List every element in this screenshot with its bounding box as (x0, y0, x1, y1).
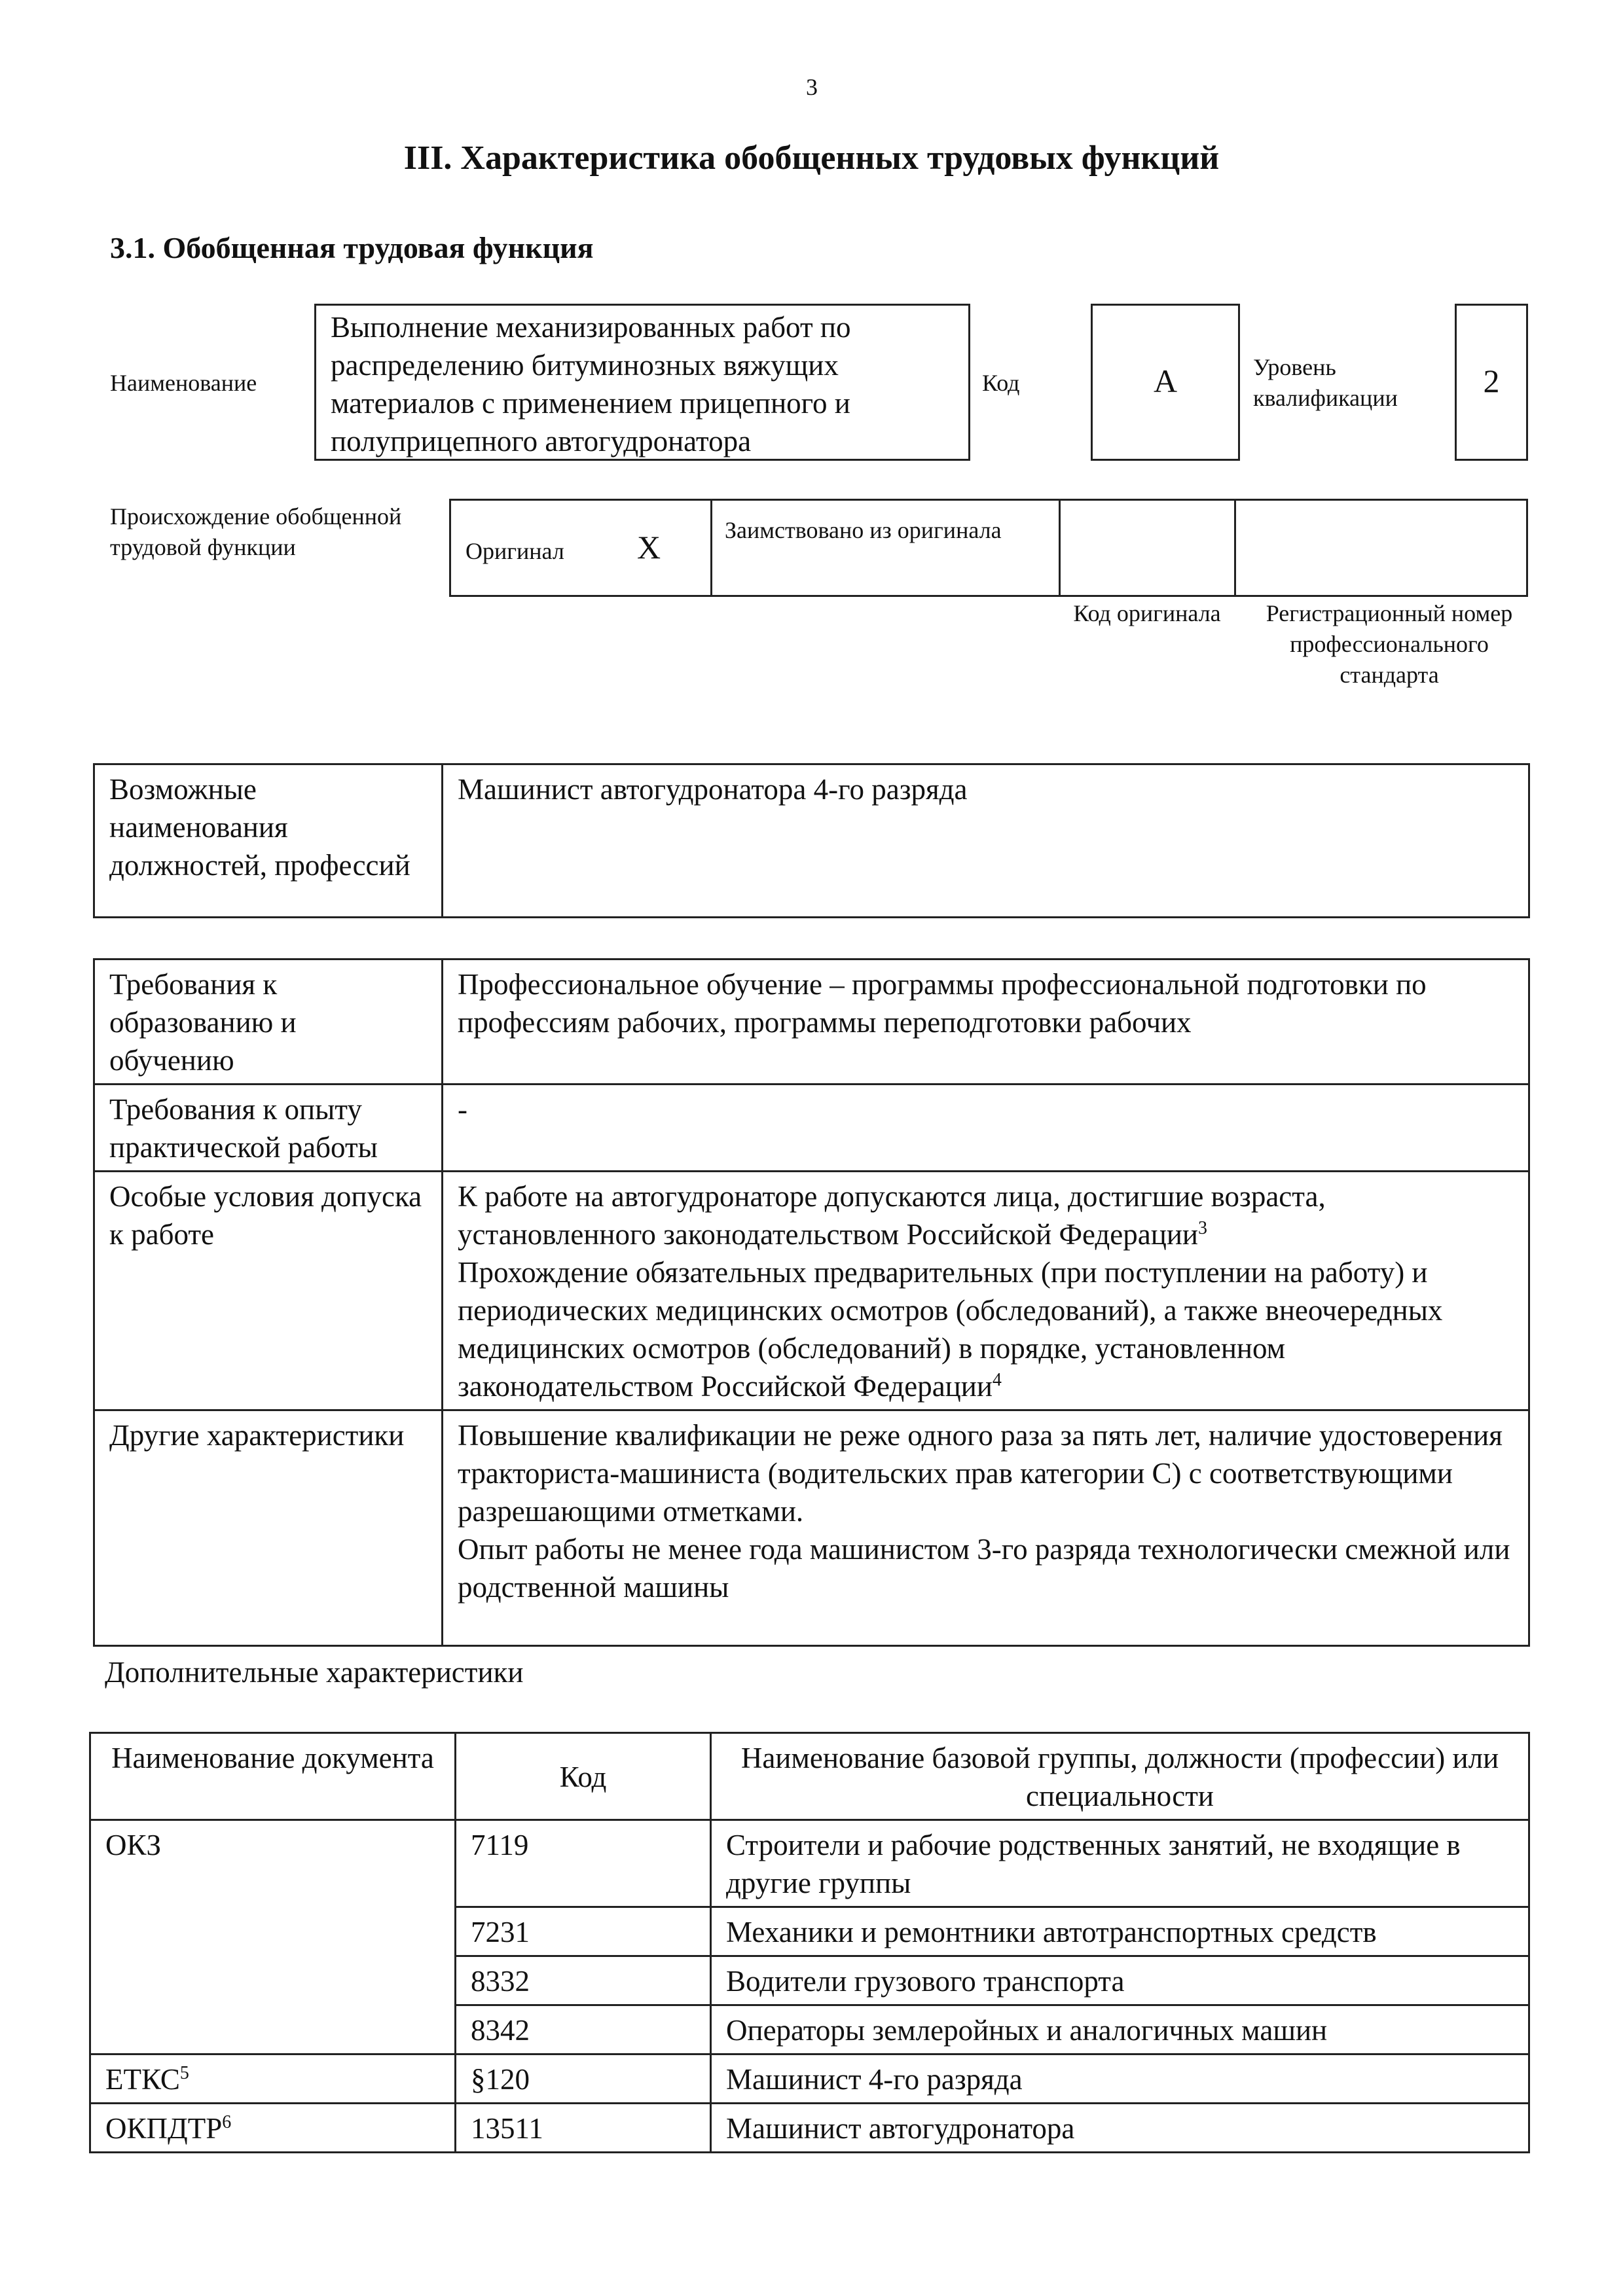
table-header-row (90, 1733, 1529, 1820)
table-row (90, 2054, 1529, 2104)
name-cell: Строители и рабочие родственных занятий, не входящие в другие группы (711, 1820, 1529, 1907)
section-title: III. Характеристика обобщенных трудовых функций (403, 139, 1220, 177)
subsection-title: 3.1. Обобщенная трудовая функция (110, 231, 594, 264)
code-cell: 13511 (456, 2104, 711, 2153)
code-cell: 8332 (456, 1956, 711, 2005)
additional-title: Дополнительные характеристики (105, 1656, 524, 1689)
doc-cell (90, 2054, 456, 2104)
code-value-box (1091, 304, 1240, 461)
origin-borrowed-label: Заимствовано из оригинала (725, 517, 1002, 543)
positions-label: Возможные наименования должностей, профессий (94, 764, 443, 918)
footnote-ref: 3 (1198, 1218, 1207, 1238)
requirement-label: Другие характеристики (94, 1410, 443, 1646)
requirements-table (93, 958, 1530, 1647)
origin-box (449, 499, 1528, 597)
table-row (94, 960, 1529, 1085)
column-header: Наименование базовой группы, должности (профессии) или специальности (711, 1733, 1529, 1820)
requirement-label: Требования к образованию и обучению (94, 960, 443, 1085)
level-value-box (1455, 304, 1528, 461)
requirement-line: Прохождение обязательных предварительных (при поступлении на работу) и периодических медицинских осмотров (обследований), а также внеочередных медицинских осмотров (обследований) в порядке, установленном законодательством Российской Федерации (458, 1256, 1443, 1403)
origin-label: Происхождение обобщенной трудовой функции (110, 503, 402, 560)
name-cell: Операторы землеройных и аналогичных машин (711, 2005, 1529, 2054)
level-label: Уровень квалификации (1253, 354, 1398, 411)
code-cell: 8342 (456, 2005, 711, 2054)
positions-table (93, 763, 1530, 918)
doc-cell: ОКЗ (90, 1820, 456, 2054)
origin-original-mark: X (637, 529, 661, 565)
page-number: 3 (806, 74, 818, 100)
code-cell: 7119 (456, 1820, 711, 1907)
level-value: 2 (1483, 363, 1500, 399)
table-row (90, 1820, 1529, 1907)
name-cell: Механики и ремонтники автотранспортных средств (711, 1907, 1529, 1956)
positions-value: Машинист автогудронатора 4-го разряда (443, 764, 1529, 918)
requirement-value: - (443, 1085, 1529, 1172)
doc-name: ОКПДТР (105, 2112, 223, 2145)
column-header: Наименование документа (90, 1733, 456, 1820)
table-row (94, 1410, 1529, 1646)
requirement-line: Опыт работы не менее года машинистом 3-го разряда технологически смежной или родственной машины (458, 1533, 1510, 1604)
table-row (90, 2104, 1529, 2153)
requirement-value (443, 1410, 1529, 1646)
code-value: А (1153, 363, 1178, 399)
requirement-label: Особые условия допуска к работе (94, 1172, 443, 1410)
requirement-line: К работе на автогудронаторе допускаются лица, достигшие возраста, установленного законодательством Российской Федерации (458, 1180, 1326, 1251)
name-value: Выполнение механизированных работ по распределению битуминозных вяжущих материалов с применением прицепного и полуприцепного автогудронатора (331, 311, 851, 457)
footnote-ref: 6 (222, 2112, 232, 2132)
code-cell: 7231 (456, 1907, 711, 1956)
origin-reg-caption: Регистрационный номер профессионального стандарта (1266, 600, 1513, 688)
requirement-value: Профессиональное обучение – программы профессиональной подготовки по профессиям рабочих, программы переподготовки рабочих (443, 960, 1529, 1085)
table-row (94, 1085, 1529, 1172)
name-cell: Машинист 4-го разряда (711, 2054, 1529, 2104)
code-cell: §120 (456, 2054, 711, 2104)
footnote-ref: 4 (992, 1370, 1002, 1390)
table-row (94, 1172, 1529, 1410)
name-cell: Машинист автогудронатора (711, 2104, 1529, 2153)
origin-code-caption: Код оригинала (1073, 600, 1221, 626)
requirement-label: Требования к опыту практической работы (94, 1085, 443, 1172)
code-label: Код (982, 370, 1020, 396)
name-cell: Водители грузового транспорта (711, 1956, 1529, 2005)
name-label: Наименование (110, 370, 257, 396)
additional-table (89, 1732, 1530, 2153)
footnote-ref: 5 (179, 2063, 189, 2083)
doc-cell (90, 2104, 456, 2153)
origin-original-label: Оригинал (465, 538, 564, 564)
requirement-line: Повышение квалификации не реже одного раза за пять лет, наличие удостоверения тракториста-машиниста (водительских прав категории С) с соответствующими разрешающими отметками. (458, 1419, 1503, 1528)
requirement-value (443, 1172, 1529, 1410)
column-header: Код (456, 1733, 711, 1820)
doc-name: ЕТКС (105, 2063, 180, 2096)
name-value-box (314, 304, 970, 461)
